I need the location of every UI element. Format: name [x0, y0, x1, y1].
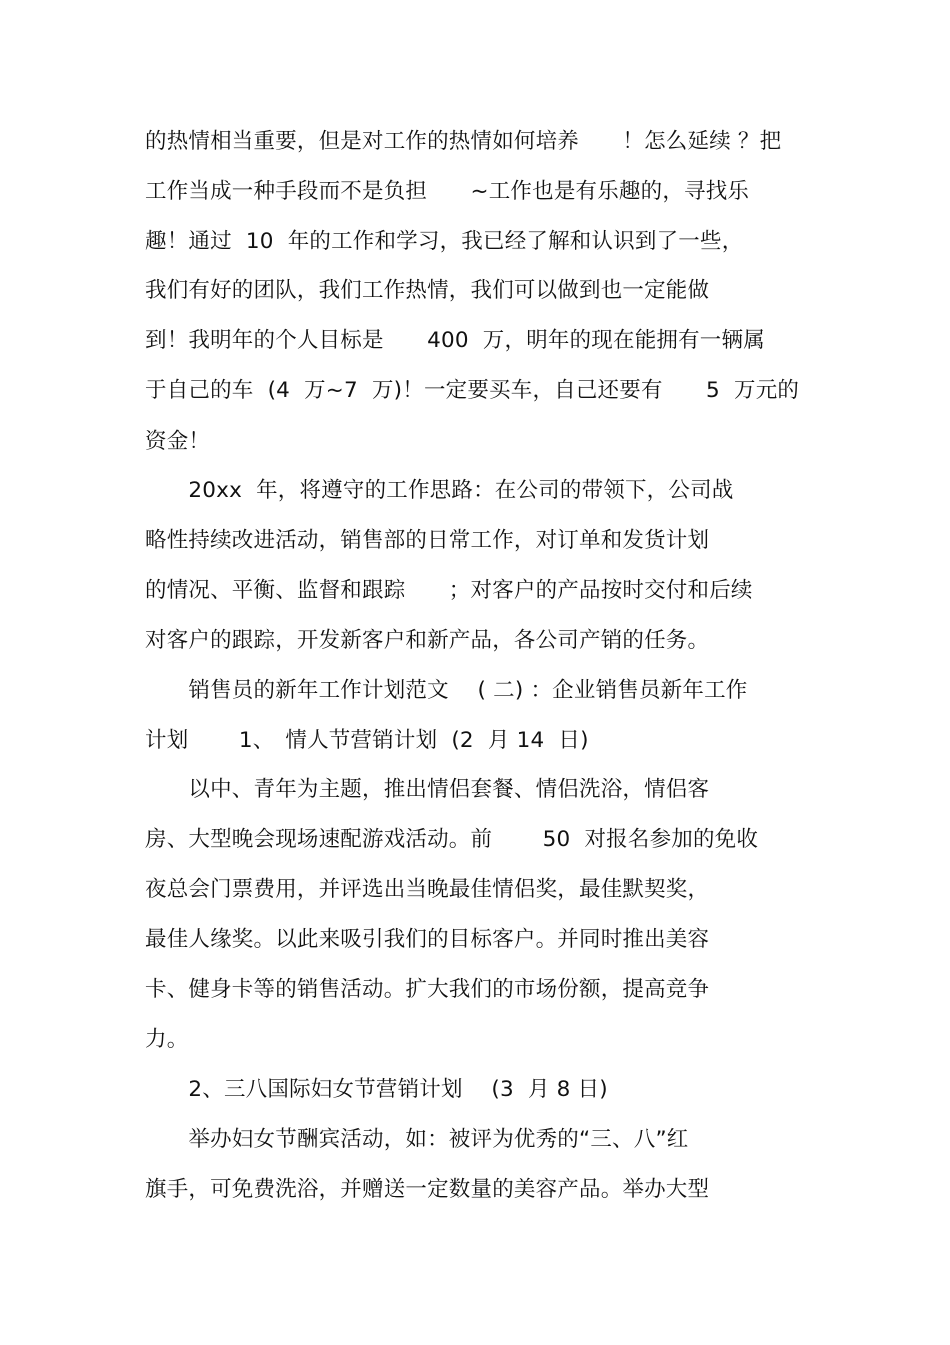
text-line: 房、大型晚会现场速配游戏活动。前 50 对报名参加的免收 [145, 827, 759, 852]
text-line: 夜总会门票费用，并评选出当晚最佳情侣奖，最佳默契奖， [145, 877, 710, 902]
text-line: 于自己的车 (4 万~7 万)！一定要买车，自己还要有 5 万元的 [145, 378, 800, 403]
text-line: 资金！ [145, 429, 211, 454]
text-line: 对客户的跟踪，开发新客户和新产品，各公司产销的任务。 [145, 628, 710, 653]
text-line: 以中、青年为主题，推出情侣套餐、情侣洗浴，情侣客 [145, 777, 710, 802]
text-line: 的热情相当重要，但是对工作的热情如何培养 ！怎么延续 ？把 [145, 129, 782, 154]
text-line: 计划 1、 情人节营销计划 (2 月 14 日) [145, 728, 589, 753]
text-line: 销售员的新年工作计划范文 ( 二) ：企业销售员新年工作 [145, 678, 748, 703]
text-line: 到！我明年的个人目标是 400 万，明年的现在能拥有一辆属 [145, 328, 765, 353]
text-line: 举办妇女节酬宾活动，如：被评为优秀的“三、八”红 [145, 1127, 689, 1152]
text-line: 最佳人缘奖。以此来吸引我们的目标客户。并同时推出美容 [145, 927, 710, 952]
text-line: 2、三八国际妇女节营销计划 (3 月 8 日) [145, 1077, 608, 1102]
text-line: 旗手，可免费洗浴，并赠送一定数量的美容产品。举办大型 [145, 1177, 710, 1202]
text-line: 趣！通过 10 年的工作和学习，我已经了解和认识到了一些， [145, 229, 744, 254]
text-line: 工作当成一种手段而不是负担 ~工作也是有乐趣的，寻找乐 [145, 179, 750, 204]
text-line: 力。 [145, 1027, 189, 1052]
text-line: 的情况、平衡、监督和跟踪 ；对客户的产品按时交付和后续 [145, 578, 753, 603]
text-line: 略性持续改进活动，销售部的日常工作，对订单和发货计划 [145, 528, 710, 553]
text-line: 我们有好的团队，我们工作热情，我们可以做到也一定能做 [145, 278, 710, 303]
text-line: 20xx 年，将遵守的工作思路：在公司的带领下，公司战 [145, 478, 734, 503]
text-line: 卡、健身卡等的销售活动。扩大我们的市场份额，提高竞争 [145, 977, 710, 1002]
